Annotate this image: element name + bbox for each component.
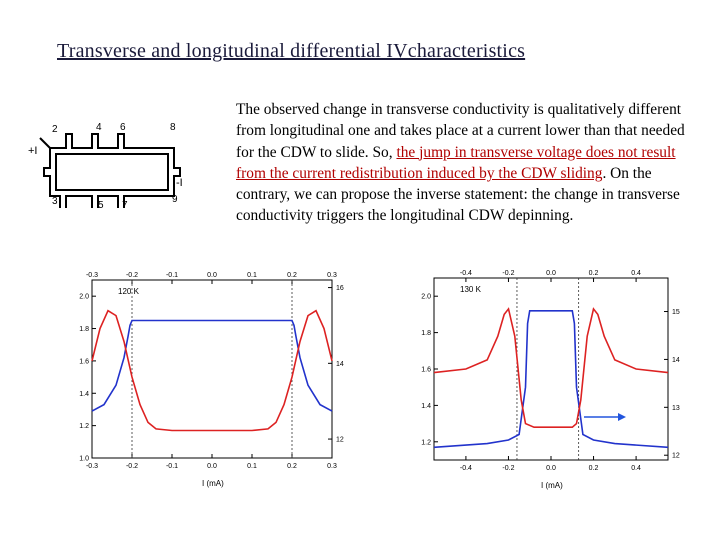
y-tick-label-left: 1.4	[79, 390, 89, 398]
description-paragraph	[236, 99, 706, 227]
x-tick-label-top: -0.1	[165, 272, 179, 279]
current-out-label: -I	[176, 177, 183, 189]
contact-5: 5	[98, 200, 104, 208]
contact-3: 3	[52, 196, 58, 207]
x-tick-label-top: 0.2	[287, 272, 297, 279]
x-tick-label: 0.3	[327, 463, 337, 470]
x-tick-label: -0.1	[165, 463, 179, 470]
paragraph-highlight: the jump in transverse voltage does not result from the current redistribution induced by the CDW sliding	[236, 143, 676, 182]
x-tick-label-top: -0.2	[502, 270, 515, 277]
slide-title: Transverse and longitudinal differential IVcharacteristics	[57, 40, 526, 62]
paragraph-text-1: The observed change in transverse conductivity is qualitatively different from longitudinal one and takes place at a current lower than that needed for the CDW to slide. So,	[236, 101, 685, 161]
x-tick-label-top: 0.4	[631, 270, 641, 277]
x-tick-label: 0.2	[588, 465, 599, 472]
y-tick-label-right: 12	[336, 436, 344, 444]
contact-2: 2	[52, 124, 58, 135]
contact-9: 9	[172, 194, 178, 205]
y-tick-label-left: 1.4	[421, 402, 431, 410]
x-tick-label: 0.4	[631, 465, 641, 472]
chart-130k	[398, 258, 720, 498]
x-tick-label: 0.2	[287, 463, 297, 470]
x-tick-label: 0.0	[207, 463, 217, 470]
y-tick-label-left: 2.0	[421, 293, 431, 301]
x-tick-label-top: -0.4	[459, 270, 472, 277]
x-tick-label: 0.1	[247, 463, 257, 470]
sample-schematic	[20, 118, 190, 208]
y-tick-label-left: 1.8	[79, 326, 89, 334]
x-tick-label-top: 0.3	[327, 272, 337, 279]
x-tick-label-top: 0.0	[546, 270, 556, 277]
temperature-label: 120 K	[118, 287, 139, 296]
x-tick-label: 0.0	[546, 465, 556, 472]
y-tick-label-right: 15	[672, 309, 680, 317]
x-tick-label: -0.2	[125, 463, 139, 470]
contact-7: 7	[122, 200, 128, 208]
x-tick-label-top: 0.2	[588, 270, 599, 277]
x-axis-label: I (mA)	[541, 481, 563, 490]
y-tick-label-left: 1.2	[421, 439, 431, 447]
current-in-label: +I	[28, 145, 38, 157]
x-tick-label-top: -0.3	[85, 272, 99, 279]
y-tick-label-left: 1.2	[79, 423, 89, 431]
y-tick-label-left: 2.0	[79, 293, 89, 301]
contact-6: 6	[120, 122, 126, 133]
x-tick-label-top: 0.1	[247, 272, 257, 279]
x-tick-label-top: -0.2	[125, 272, 139, 279]
x-tick-label: -0.4	[459, 465, 472, 472]
x-axis-label: I (mA)	[202, 479, 224, 488]
y-tick-label-right: 14	[672, 356, 680, 364]
y-tick-label-right: 12	[672, 452, 680, 460]
contact-4: 4	[96, 122, 102, 133]
y-tick-label-left: 1.6	[421, 366, 431, 374]
x-tick-label: -0.3	[85, 463, 99, 470]
x-tick-label-top: 0.0	[207, 272, 217, 279]
y-tick-label-left: 1.8	[421, 330, 431, 338]
y-tick-label-right: 13	[672, 404, 680, 412]
x-tick-label: -0.2	[502, 465, 515, 472]
paragraph-text-2: . On the contrary, we can propose the inverse statement: the change in transverse conductivity triggers the longitudinal CDW depinning.	[236, 164, 680, 225]
temperature-label: 130 K	[460, 285, 481, 294]
y-tick-label-left: 1.6	[79, 358, 89, 366]
plot-frame	[434, 278, 668, 460]
y-tick-label-right: 16	[336, 285, 344, 293]
chart-120k	[52, 262, 360, 494]
y-tick-label-right: 14	[336, 360, 344, 368]
contact-8: 8	[170, 122, 176, 133]
y-tick-label-left: 1.0	[79, 455, 89, 463]
